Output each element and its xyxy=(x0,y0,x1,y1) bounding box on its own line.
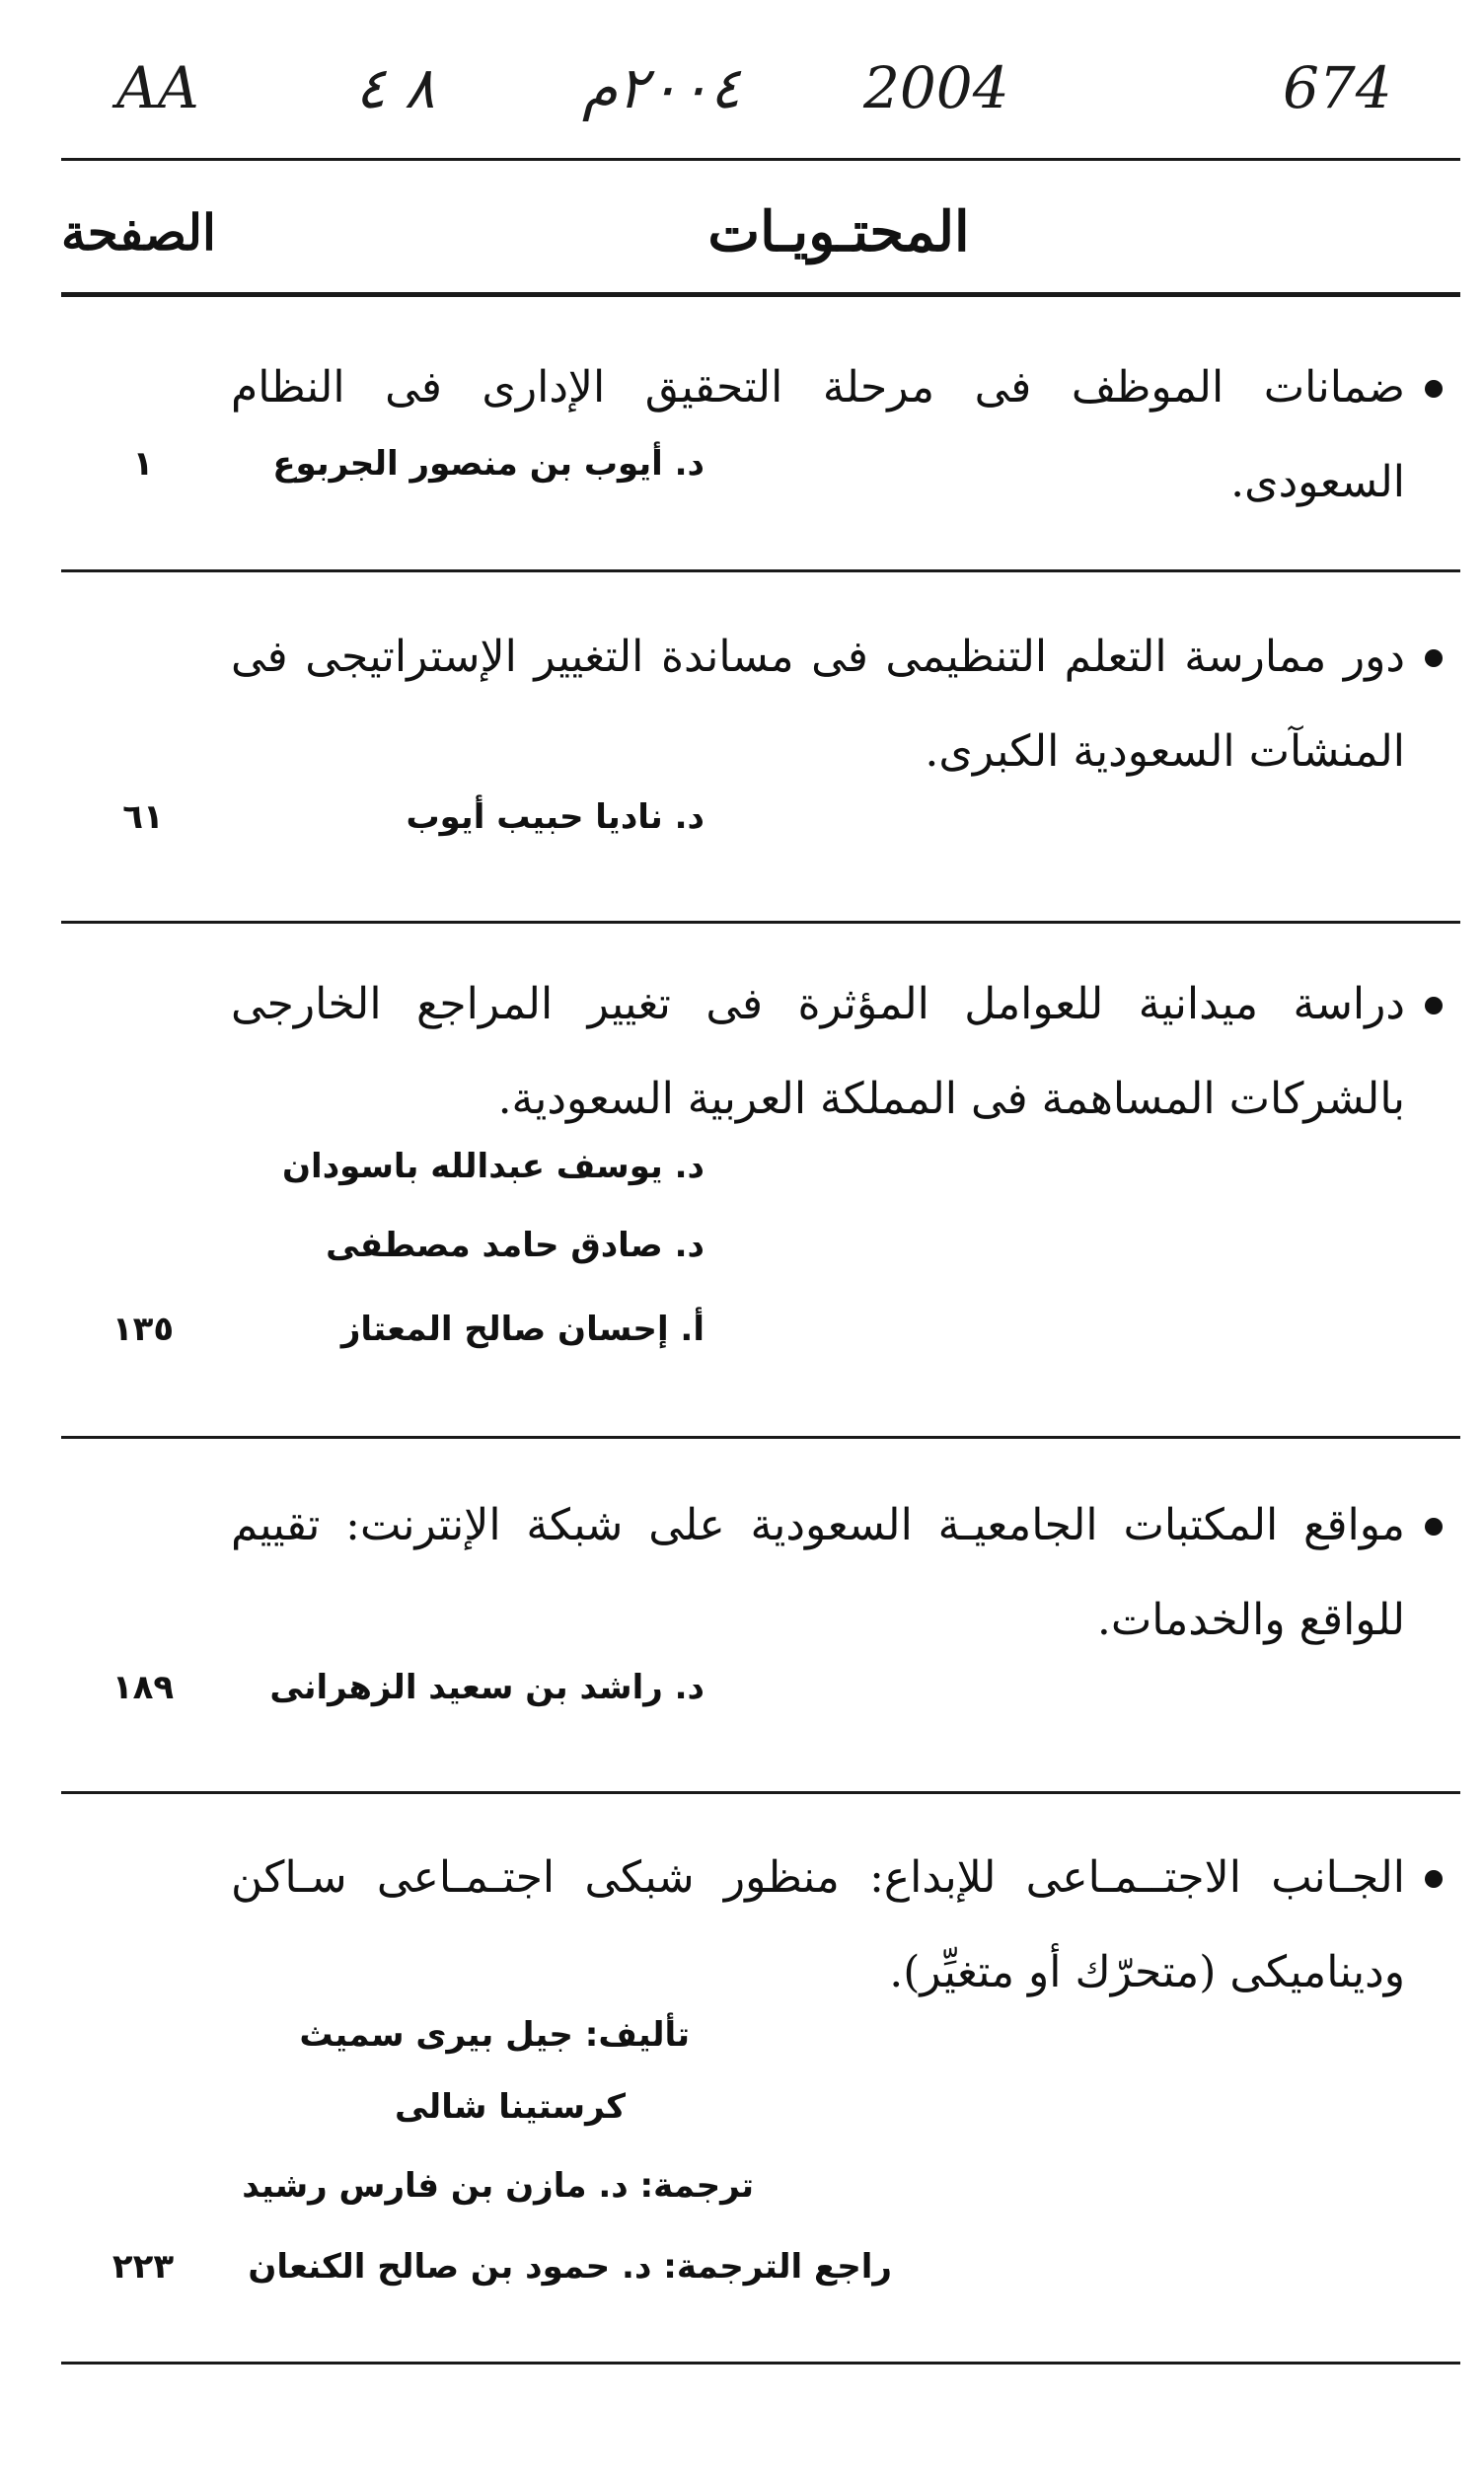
entry-1-page: ١ xyxy=(132,444,154,484)
entry-5-translator: ترجمة: د. مازن بن فارس رشيد xyxy=(242,2166,754,2206)
entry-3-title: دراسة ميدانية للعوامل المؤثرة فى تغيير المراجع الخارجى بالشركات المساهمة فى المملكة العربية السعودية. xyxy=(231,979,1405,1124)
bottom-rule xyxy=(61,2362,1460,2365)
entry-5-reviewer: راجع الترجمة: د. حمود بن صالح الكنعان xyxy=(248,2247,892,2287)
entry-3-author-2: د. صادق حامد مصطفى xyxy=(326,1226,705,1265)
handwritten-note-number: 674 xyxy=(1283,54,1392,121)
entry-3-author-3: أ. إحسان صالح المعتاز xyxy=(340,1310,705,1349)
bullet-icon xyxy=(1425,1870,1443,1888)
entry-4-author-1: د. راشد بن سعيد الزهرانى xyxy=(269,1668,705,1707)
entry-2-title: دور ممارسة التعلم التنظيمى فى مساندة التغيير الإستراتيجى فى المنشآت السعودية الكبرى. xyxy=(231,632,1405,777)
entry-2-page: ٦١ xyxy=(122,797,164,837)
top-rule xyxy=(61,158,1460,161)
bullet-icon xyxy=(1425,649,1443,667)
entry-3-author-1: د. يوسف عبدالله باسودان xyxy=(282,1147,705,1186)
entry-2-author-1: د. ناديا حبيب أيوب xyxy=(406,797,705,837)
entry-5-title: الجـانب الاجتــمـاعى للإبداع: منظور شبكى اجتـمـاعى سـاكن وديناميكى (متحرّك أو متغيِّر). xyxy=(231,1852,1405,1997)
entry-1-title: ضمانات الموظف فى مرحلة التحقيق الإدارى فى النظام السعودى. xyxy=(231,362,1405,507)
header-rule xyxy=(61,292,1460,297)
page-title: المحتـويـات xyxy=(707,199,970,264)
entry-4-title: مواقع المكتبات الجامعيـة السعودية على شبكة الإنترنت: تقييم للواقع والخدمات. xyxy=(231,1500,1405,1645)
bullet-icon xyxy=(1425,380,1443,398)
handwritten-note-year: 2004 xyxy=(863,54,1009,121)
divider-2 xyxy=(61,921,1460,924)
divider-3 xyxy=(61,1436,1460,1439)
handwritten-note-middle: ٢٠٠٤م xyxy=(582,54,741,121)
page-column-label: الصفحة xyxy=(61,203,216,262)
entry-5-author-line-2: كرستينا شالى xyxy=(395,2087,626,2127)
entry-3-page: ١٣٥ xyxy=(111,1310,175,1349)
divider-4 xyxy=(61,1791,1460,1794)
entry-1-author-1: د. أيوب بن منصور الجربوع xyxy=(272,444,705,484)
handwritten-note-mid-left: ٨ ٤ xyxy=(355,54,435,121)
bullet-icon xyxy=(1425,1518,1443,1536)
entry-4-page: ١٨٩ xyxy=(111,1668,175,1707)
divider-1 xyxy=(61,569,1460,572)
entry-5-author-line-1: تأليف: جيل بيرى سميث xyxy=(299,2015,690,2055)
handwritten-note-left: AA xyxy=(116,54,199,121)
bullet-icon xyxy=(1425,997,1443,1014)
entry-5-page: ٢٢٣ xyxy=(111,2247,175,2287)
